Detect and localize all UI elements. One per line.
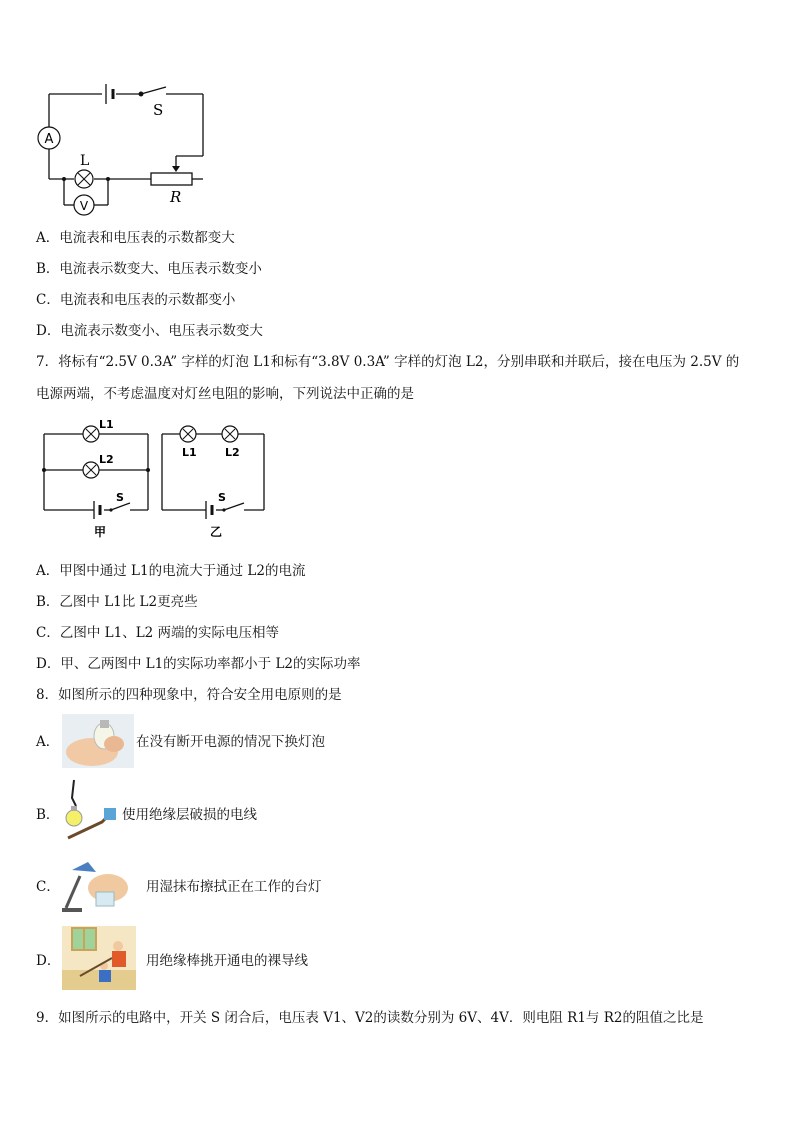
q8-option-a-letter: A． xyxy=(36,734,60,750)
figure-caption: 乙 xyxy=(210,525,223,539)
lamp-l1-label: L1 xyxy=(182,446,197,459)
option-letter: C． xyxy=(36,625,60,641)
question-text: 将标有“2.5V 0.3A” 字样的灯泡 L1和标有“3.8V 0.3A” 字样的灯泡 L2，分别串联和并联后，接在电压为 2.5V 的 xyxy=(58,354,740,370)
figure-caption: 甲 xyxy=(94,525,107,539)
q7-stem-line1 xyxy=(36,352,739,372)
question-text: 电源两端，不考虑温度对灯丝电阻的影响，下列说法中正确的是 xyxy=(36,386,414,402)
lamp-l1-label: L1 xyxy=(99,420,114,431)
q8-stem xyxy=(36,685,342,705)
question-text: 如图所示的四种现象中，符合安全用电原则的是 xyxy=(58,687,342,703)
q6-option-d[interactable] xyxy=(36,321,263,341)
question-number: 7． xyxy=(36,354,59,370)
option-text: 电流表示数变小、电压表示数变大 xyxy=(60,323,263,339)
wet-cloth-lamp-image xyxy=(62,858,134,914)
question-number: 9． xyxy=(36,1010,59,1026)
option-text: 乙图中 L1、L2 两端的实际电压相等 xyxy=(59,625,280,641)
q7-option-d[interactable] xyxy=(36,654,361,674)
option-text: 电流表和电压表的示数都变小 xyxy=(59,292,236,308)
q8-option-b-text[interactable]: 使用绝缘层破损的电线 xyxy=(122,807,257,823)
q8-option-c-letter: C． xyxy=(36,879,60,895)
q8-option-a-text[interactable]: 在没有断开电源的情况下换灯泡 xyxy=(136,734,325,750)
option-letter: B． xyxy=(36,594,60,610)
circuit-diagram-q6 xyxy=(36,80,216,220)
q6-option-c[interactable] xyxy=(36,290,235,310)
voltmeter-label: V xyxy=(79,199,89,213)
lamp-l1-symbol xyxy=(180,426,196,442)
option-text: 电流表示数变大、电压表示数变小 xyxy=(59,261,262,277)
lamp-l2-label: L2 xyxy=(225,446,240,459)
q7-option-a[interactable] xyxy=(36,561,305,581)
option-letter: B． xyxy=(36,261,60,277)
lamp-label: L xyxy=(80,153,90,169)
q8-option-d-text[interactable]: 用绝缘棒挑开通电的裸导线 xyxy=(146,953,308,969)
q6-option-a[interactable] xyxy=(36,228,235,248)
rheostat-slider-arrow xyxy=(172,166,180,172)
option-letter: A． xyxy=(36,563,60,579)
lamp-l1-symbol xyxy=(83,426,99,442)
q6-option-b[interactable] xyxy=(36,259,262,279)
question-text: 如图所示的电路中，开关 S 闭合后，电压表 V1、V2的读数分别为 6V、4V．则电阻 R1与 R2的阻值之比是 xyxy=(58,1010,704,1026)
insulated-stick-wire-image xyxy=(62,926,136,990)
ammeter-label: A xyxy=(44,132,54,147)
lamp-l2-label: L2 xyxy=(99,453,114,466)
hand-changing-bulb-image xyxy=(62,714,134,768)
lamp-l2-symbol xyxy=(222,426,238,442)
option-text: 乙图中 L1比 L2更亮些 xyxy=(59,594,198,610)
lamp-l2-symbol xyxy=(83,462,99,478)
damaged-wire-bulb-image xyxy=(62,778,120,848)
option-letter: A． xyxy=(36,230,60,246)
question-number: 8． xyxy=(36,687,59,703)
q7-option-c[interactable] xyxy=(36,623,279,643)
q8-option-d-letter: D． xyxy=(36,953,61,969)
q8-option-c-text[interactable]: 用湿抹布擦拭正在工作的台灯 xyxy=(146,879,322,895)
option-text: 甲、乙两图中 L1的实际功率都小于 L2的实际功率 xyxy=(60,656,361,672)
switch-label: S xyxy=(153,101,164,119)
q7-stem-line2 xyxy=(36,384,414,404)
option-text: 甲图中通过 L1的电流大于通过 L2的电流 xyxy=(59,563,306,579)
q7-option-b[interactable] xyxy=(36,592,198,612)
switch-label: S xyxy=(218,491,226,504)
option-letter: C． xyxy=(36,292,60,308)
option-letter: D． xyxy=(36,323,61,339)
q9-stem xyxy=(36,1008,703,1028)
switch-label: S xyxy=(116,491,124,504)
q8-option-b-letter: B． xyxy=(36,807,60,823)
option-letter: D． xyxy=(36,656,61,672)
option-text: 电流表和电压表的示数都变大 xyxy=(59,230,235,246)
circuit-diagram-yi xyxy=(158,420,270,540)
rheostat-label: R xyxy=(170,188,182,206)
circuit-diagram-jia xyxy=(36,420,156,540)
